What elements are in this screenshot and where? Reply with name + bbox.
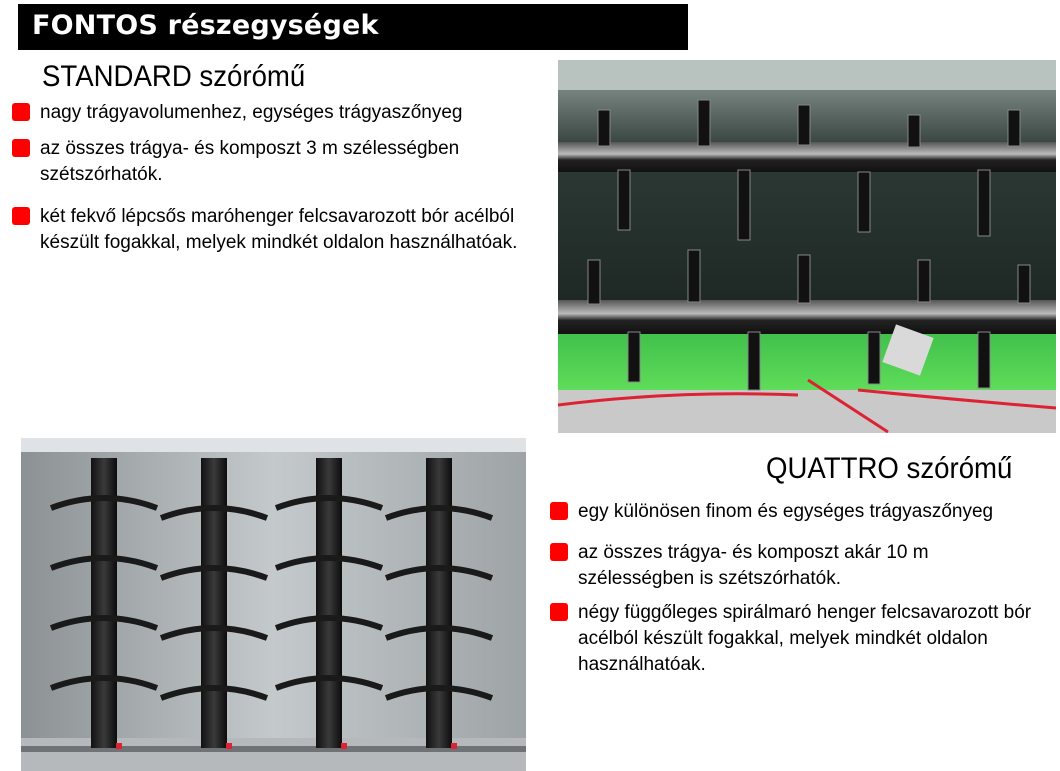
bullet-square-icon xyxy=(12,207,30,225)
bullet-text: nagy trágyavolumenhez, egységes trágyaszőnyeg xyxy=(40,102,463,123)
standard-bullet-2 xyxy=(12,136,492,188)
standard-heading: STANDARD szórómű xyxy=(42,60,306,93)
title-bar xyxy=(18,4,688,50)
bullet-square-icon xyxy=(550,603,568,621)
bullet-text: négy függőleges spirálmaró henger felcsavarozott bór acélból készült fogakkal, melyek mindkét oldalon használhatóak. xyxy=(578,602,1032,675)
bullet-square-icon xyxy=(550,543,568,561)
slide-title: FONTOS részegységek xyxy=(32,10,379,41)
quattro-bullet-1 xyxy=(550,499,1050,525)
bullet-square-icon xyxy=(12,139,30,157)
quattro-spreader-photo xyxy=(21,438,526,771)
bullet-square-icon xyxy=(12,103,30,121)
standard-bullet-3 xyxy=(12,204,552,256)
bullet-text: két fekvő lépcsős maróhenger felcsavarozott bór acélból készült fogakkal, melyek mindkét oldalon használhatóak. xyxy=(40,206,518,253)
quattro-heading: QUATTRO szórómű xyxy=(766,452,1013,485)
bullet-text: egy különösen finom és egységes trágyaszőnyeg xyxy=(578,501,994,522)
standard-bullet-1 xyxy=(12,100,512,126)
quattro-bullet-3 xyxy=(550,600,1055,678)
standard-spreader-photo xyxy=(558,60,1056,433)
bullet-text: az összes trágya- és komposzt akár 10 m szélességben is szétszórhatók. xyxy=(578,542,929,589)
bullet-square-icon xyxy=(550,502,568,520)
bullet-text: az összes trágya- és komposzt 3 m szélességben szétszórhatók. xyxy=(40,138,460,185)
quattro-bullet-2 xyxy=(550,540,980,592)
